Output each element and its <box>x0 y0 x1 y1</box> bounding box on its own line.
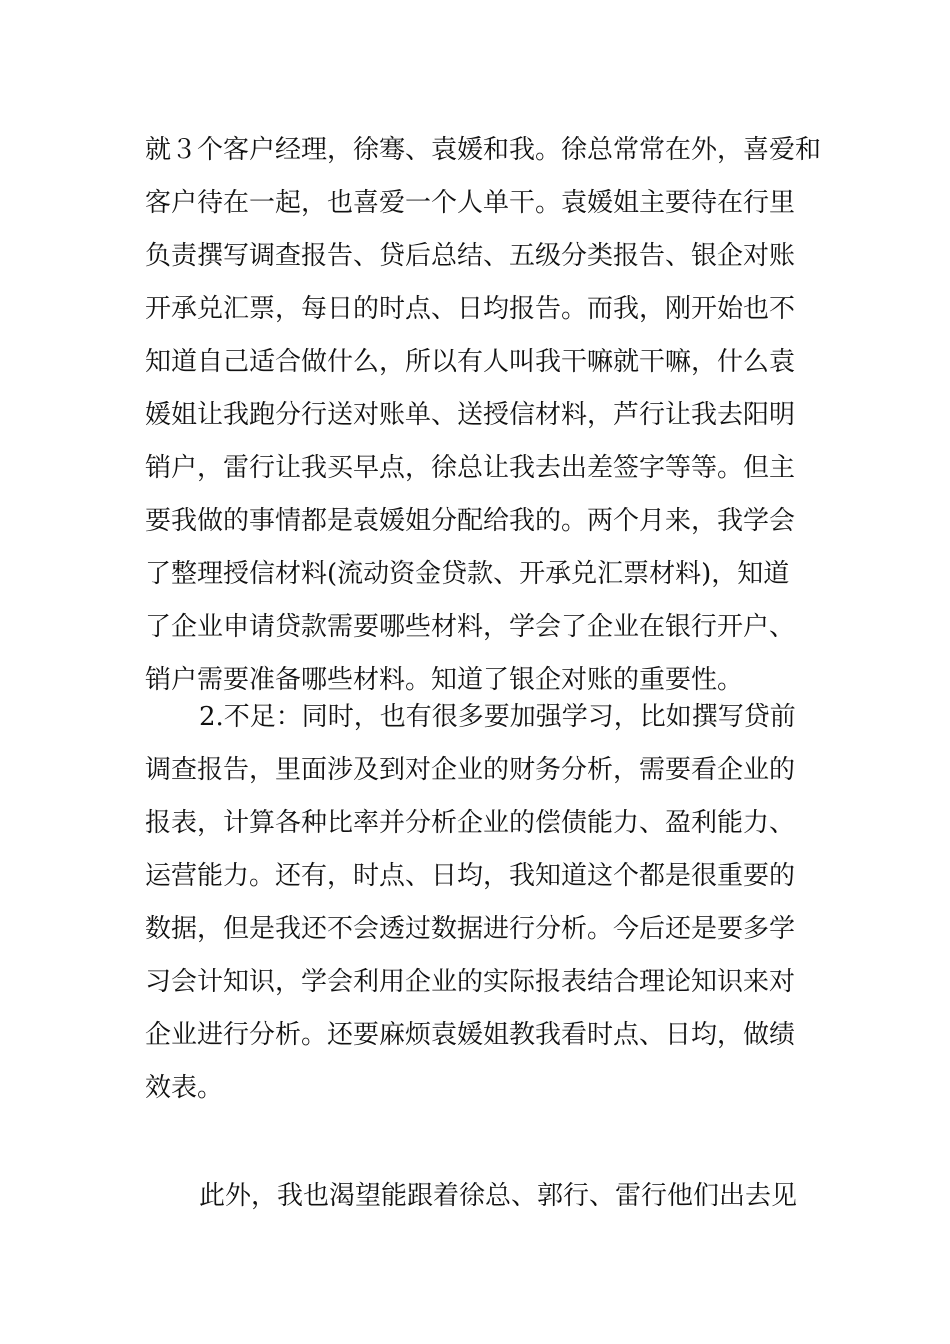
paragraph-line: 报表，计算各种比率并分析企业的偿债能力、盈利能力、 <box>145 808 796 838</box>
paragraph-line: 了整理授信材料(流动资金贷款、开承兑汇票材料)，知道 <box>145 559 790 589</box>
paragraph-line: 习会计知识，学会利用企业的实际报表结合理论知识来对 <box>145 967 796 997</box>
paragraph-aspiration <box>145 1170 815 1223</box>
paragraph-line: 销户需要准备哪些材料。知道了银企对账的重要性。 <box>145 665 744 695</box>
paragraph-line: 要我做的事情都是袁媛姐分配给我的。两个月来，我学会 <box>145 506 796 536</box>
paragraph-line: 运营能力。还有，时点、日均，我知道这个都是很重要的 <box>145 861 796 891</box>
paragraph-line: 数据，但是我还不会透过数据进行分析。今后还是要多学 <box>145 914 796 944</box>
paragraph-line: 开承兑汇票，每日的时点、日均报告。而我，刚开始也不 <box>145 294 796 324</box>
paragraph-client-managers <box>145 124 822 707</box>
paragraph-line: 媛姐让我跑分行送对账单、送授信材料，芦行让我去阳明 <box>145 400 796 430</box>
paragraph-line: 效表。 <box>145 1073 224 1103</box>
paragraph-line: 此外，我也渴望能跟着徐总、郭行、雷行他们出去见 <box>199 1181 798 1211</box>
paragraph-line: 2.不足：同时，也有很多要加强学习，比如撰写贷前 <box>199 702 796 732</box>
paragraph-shortcomings <box>145 691 815 1115</box>
paragraph-line: 了企业申请贷款需要哪些材料，学会了企业在银行开户、 <box>145 612 796 642</box>
paragraph-line: 知道自己适合做什么，所以有人叫我干嘛就干嘛，什么袁 <box>145 347 796 377</box>
paragraph-line: 就３个客户经理，徐骞、袁媛和我。徐总常常在外，喜爱和 <box>145 135 822 165</box>
paragraph-line: 销户，雷行让我买早点，徐总让我去出差签字等等。但主 <box>145 453 796 483</box>
paragraph-line: 调查报告，里面涉及到对企业的财务分析，需要看企业的 <box>145 755 796 785</box>
paragraph-line: 企业进行分析。还要麻烦袁媛姐教我看时点、日均，做绩 <box>145 1020 796 1050</box>
paragraph-line: 负责撰写调查报告、贷后总结、五级分类报告、银企对账 <box>145 241 796 271</box>
paragraph-line: 客户待在一起，也喜爱一个人单干。袁媛姐主要待在行里 <box>145 188 796 218</box>
